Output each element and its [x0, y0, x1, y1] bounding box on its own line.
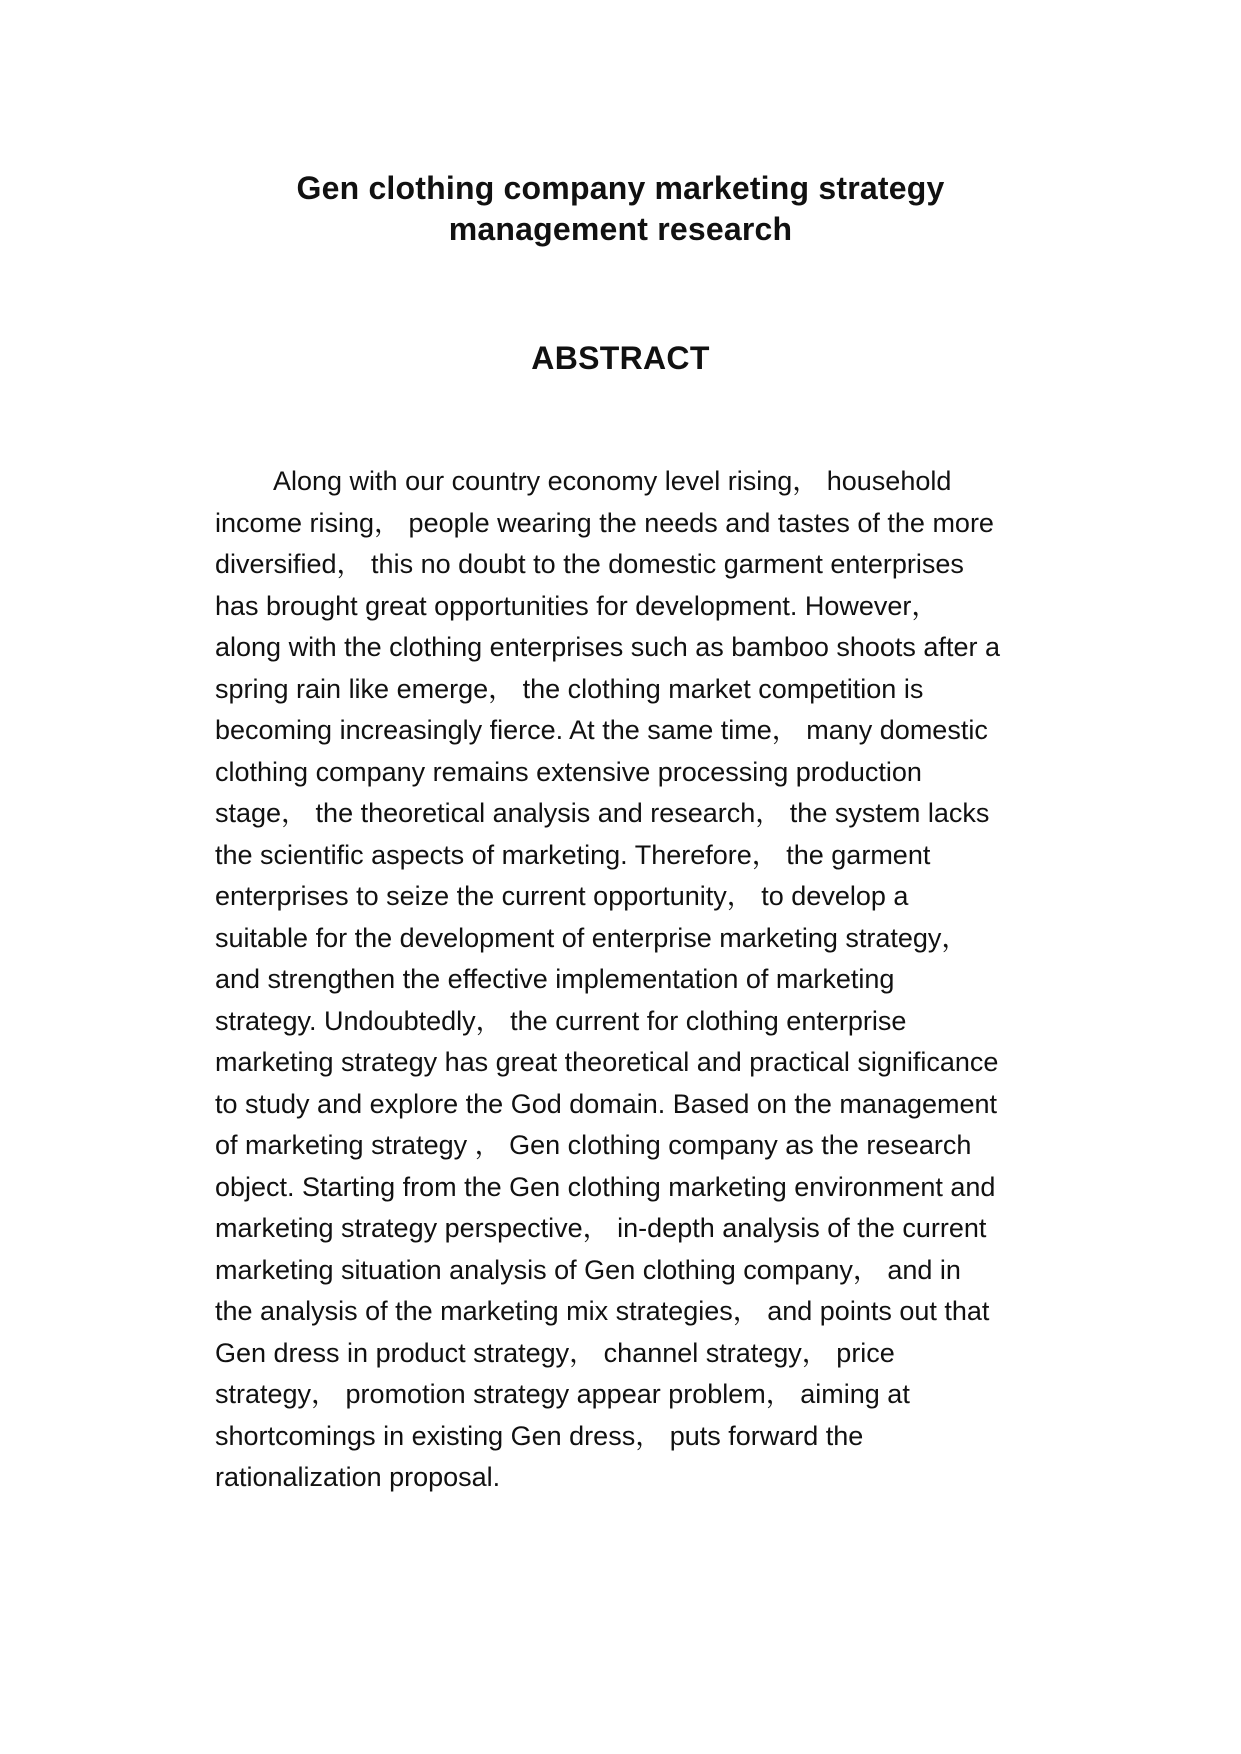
abstract-body [215, 461, 1095, 1499]
abstract-line: object. Starting from the Gen clothing marketing environment and [215, 1171, 996, 1202]
abstract-line: suitable for the development of enterprise marketing strategy， [215, 922, 969, 953]
document-title [0, 168, 1241, 250]
abstract-line: income rising， people wearing the needs and tastes of the more [215, 507, 994, 538]
abstract-line: Gen dress in product strategy， channel strategy， price [215, 1337, 895, 1368]
abstract-line: clothing company remains extensive processing production [215, 756, 922, 787]
abstract-line: marketing situation analysis of Gen clothing company， and in [215, 1254, 961, 1285]
abstract-heading: ABSTRACT [531, 340, 710, 376]
abstract-line: marketing strategy perspective， in-depth analysis of the current [215, 1213, 987, 1243]
abstract-line: the scientific aspects of marketing. Therefore， the garment [215, 839, 931, 870]
abstract-line: diversified， this no doubt to the domestic garment enterprises [215, 549, 964, 579]
abstract-line: strategy. Undoubtedly， the current for clothing enterprise [215, 1005, 907, 1036]
abstract-line: spring rain like emerge， the clothing market competition is [215, 673, 924, 704]
abstract-line: Along with our country economy level rising， household [273, 466, 952, 496]
abstract-line: has brought great opportunities for development. However， [215, 590, 939, 621]
title-line-1: Gen clothing company marketing strategy [296, 170, 945, 206]
abstract-line: rationalization proposal. [215, 1462, 501, 1492]
abstract-line: enterprises to seize the current opportunity， to develop a [215, 881, 909, 911]
abstract-line: shortcomings in existing Gen dress， puts forward the [215, 1420, 864, 1451]
abstract-line: of marketing strategy ， Gen clothing company as the research [215, 1130, 972, 1160]
abstract-line: the analysis of the marketing mix strategies， and points out that [215, 1296, 990, 1326]
abstract-line: along with the clothing enterprises such as bamboo shoots after a [215, 632, 1000, 662]
abstract-line: becoming increasingly fierce. At the same time， many domestic [215, 715, 988, 745]
abstract-line: stage， the theoretical analysis and research， the system lacks [215, 798, 990, 828]
abstract-line: strategy， promotion strategy appear problem， aiming at [215, 1379, 910, 1409]
abstract-line: and strengthen the effective implementation of marketing [215, 964, 895, 994]
abstract-line: marketing strategy has great theoretical and practical significance [215, 1047, 999, 1077]
abstract-line: to study and explore the God domain. Based on the management [215, 1088, 998, 1119]
title-line-2: management research [448, 211, 793, 247]
